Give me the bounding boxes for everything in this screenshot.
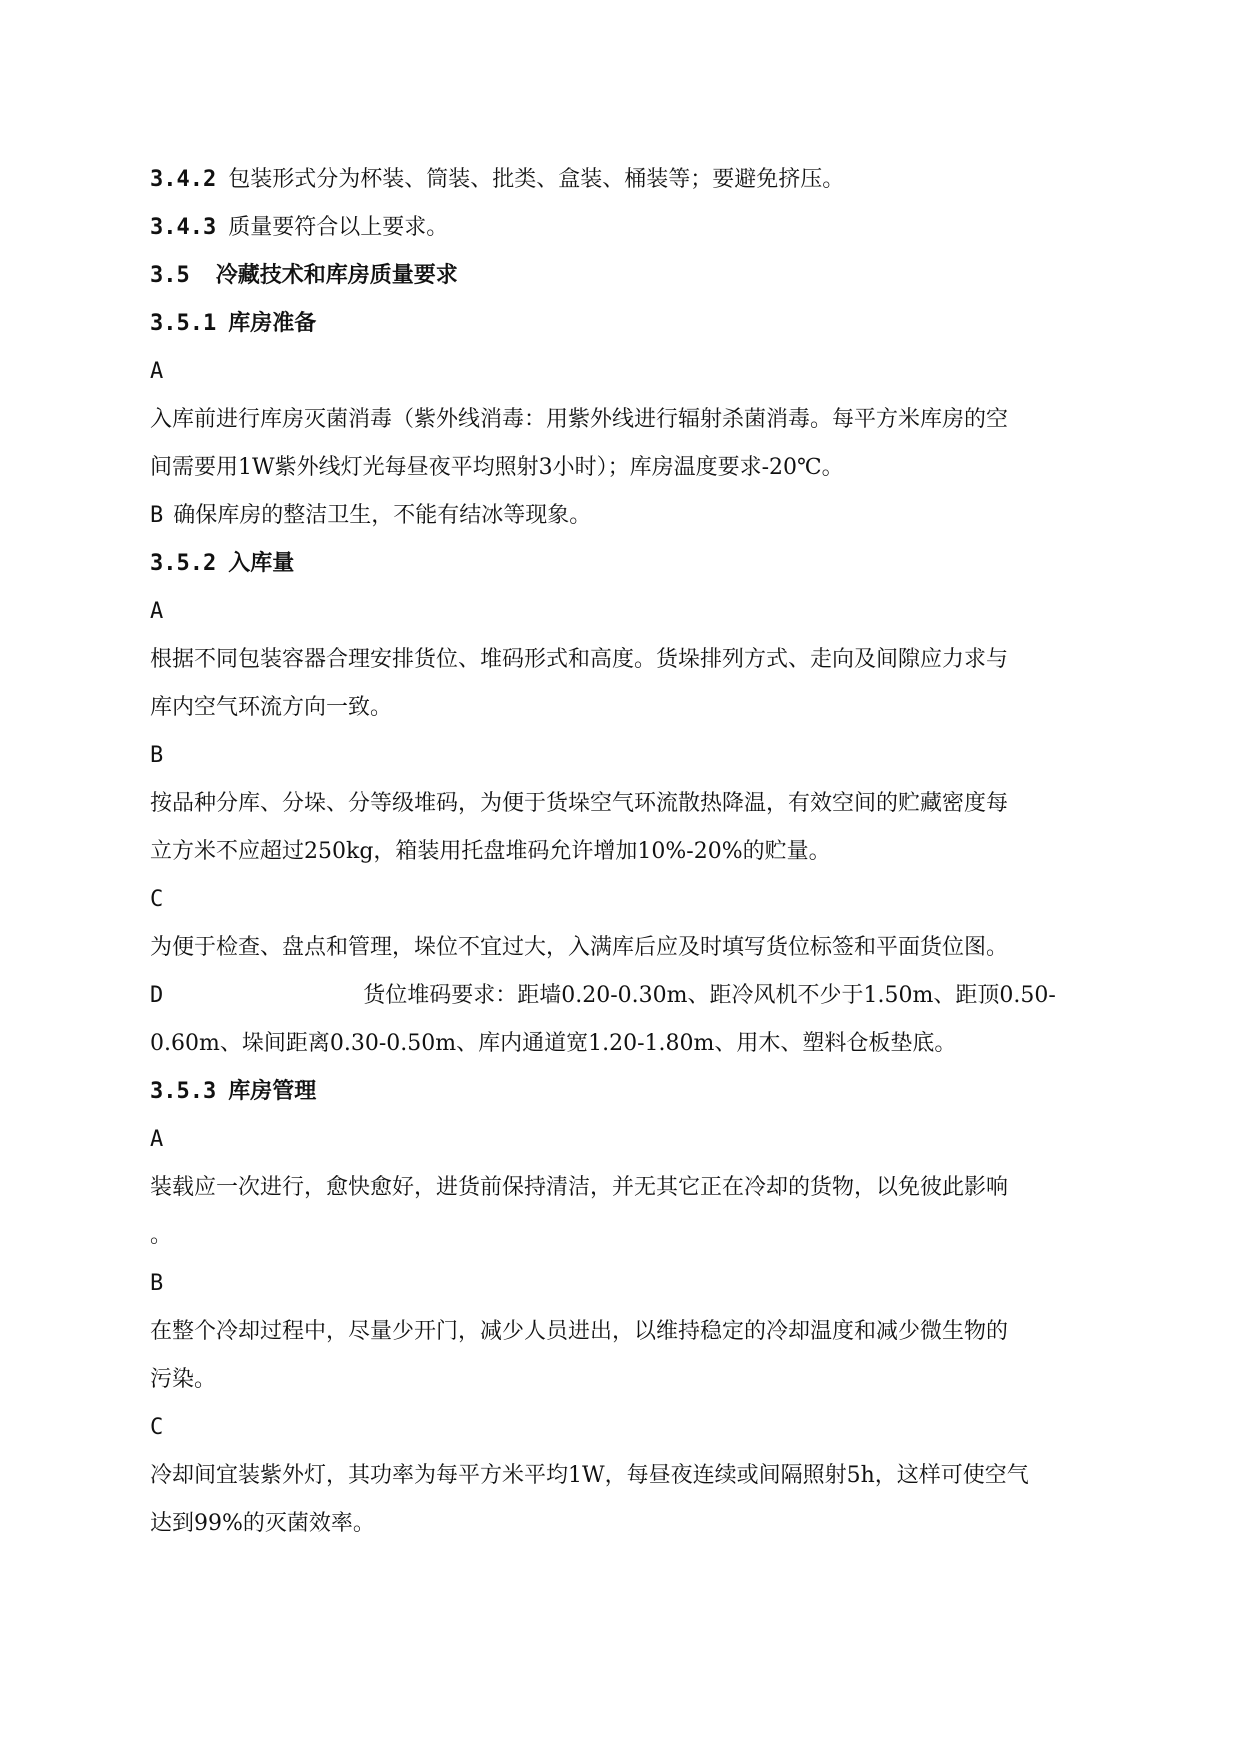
clause-3-4-2 xyxy=(150,156,1118,204)
paragraph-line: 。 xyxy=(150,1223,173,1248)
subsection-heading-3-5-2 xyxy=(150,540,1118,588)
paragraph-line: 0.60m、垛间距离0.30-0.50m、库内通道宽1.20-1.80m、用木、塑料仓板垫底。 xyxy=(150,1031,957,1056)
paragraph-line: 在整个冷却过程中，尽量少开门，减少人员进出，以维持稳定的冷却温度和减少微生物的 xyxy=(150,1319,1009,1344)
item-label-c: C xyxy=(150,887,164,912)
paragraph-line: 按品种分库、分垛、分等级堆码，为便于货垛空气环流散热降温，有效空间的贮藏密度每 xyxy=(150,791,1009,816)
item-label-b: B xyxy=(150,743,164,768)
subsection-heading-3-5-1 xyxy=(150,300,1118,348)
item-b-line xyxy=(150,492,1118,540)
subsection-number: 3.5.1 xyxy=(150,311,217,336)
clause-text: 质量要符合以上要求。 xyxy=(228,215,449,240)
item-d-line xyxy=(150,972,1118,1020)
paragraph-line: 污染。 xyxy=(150,1367,217,1392)
item-label-d: D xyxy=(150,983,164,1008)
item-label-b: B xyxy=(150,503,164,528)
clause-number: 3.4.2 xyxy=(150,167,217,192)
section-heading-3-5 xyxy=(150,252,1118,300)
subsection-number: 3.5.3 xyxy=(150,1079,217,1104)
paragraph-line: 库内空气环流方向一致。 xyxy=(150,695,393,720)
document-body xyxy=(150,156,1118,1548)
paragraph-line: 为便于检查、盘点和管理，垛位不宜过大，入满库后应及时填写货位标签和平面货位图。 xyxy=(150,935,1009,960)
item-label-a: A xyxy=(150,599,164,624)
paragraph-line: 间需要用1W紫外线灯光每昼夜平均照射3小时）；库房温度要求-20℃。 xyxy=(150,455,844,480)
paragraph-line: 根据不同包装容器合理安排货位、堆码形式和高度。货垛排列方式、走向及间隙应力求与 xyxy=(150,647,1009,672)
item-label-c: C xyxy=(150,1415,164,1440)
section-number: 3.5 xyxy=(150,263,190,288)
clause-number: 3.4.3 xyxy=(150,215,217,240)
clause-text: 包装形式分为杯装、筒装、批类、盒装、桶装等；要避免挤压。 xyxy=(228,167,845,192)
subsection-title: 入库量 xyxy=(228,551,295,576)
subsection-title: 库房准备 xyxy=(228,311,317,336)
subsection-heading-3-5-3 xyxy=(150,1068,1118,1116)
paragraph-line: 装载应一次进行，愈快愈好，进货前保持清洁，并无其它正在冷却的货物，以免彼此影响 xyxy=(150,1175,1009,1200)
subsection-title: 库房管理 xyxy=(228,1079,317,1104)
paragraph-text: 货位堆码要求：距墙0.20-0.30m、距冷风机不少于1.50m、距顶0.50- xyxy=(363,983,1056,1008)
paragraph-line: 达到99%的灭菌效率。 xyxy=(150,1511,375,1536)
clause-3-4-3 xyxy=(150,204,1118,252)
section-title: 冷藏技术和库房质量要求 xyxy=(215,263,458,288)
item-label-a: A xyxy=(150,359,164,384)
paragraph-line: 入库前进行库房灭菌消毒（紫外线消毒：用紫外线进行辐射杀菌消毒。每平方米库房的空 xyxy=(150,407,1009,432)
item-label-b: B xyxy=(150,1271,164,1296)
subsection-number: 3.5.2 xyxy=(150,551,217,576)
paragraph-text: 确保库房的整洁卫生，不能有结冰等现象。 xyxy=(173,503,592,528)
item-label-a: A xyxy=(150,1127,164,1152)
paragraph-line: 冷却间宜装紫外灯，其功率为每平方米平均1W，每昼夜连续或间隔照射5h，这样可使空气 xyxy=(150,1463,1029,1488)
paragraph-line: 立方米不应超过250kg，箱装用托盘堆码允许增加10%-20%的贮量。 xyxy=(150,839,831,864)
